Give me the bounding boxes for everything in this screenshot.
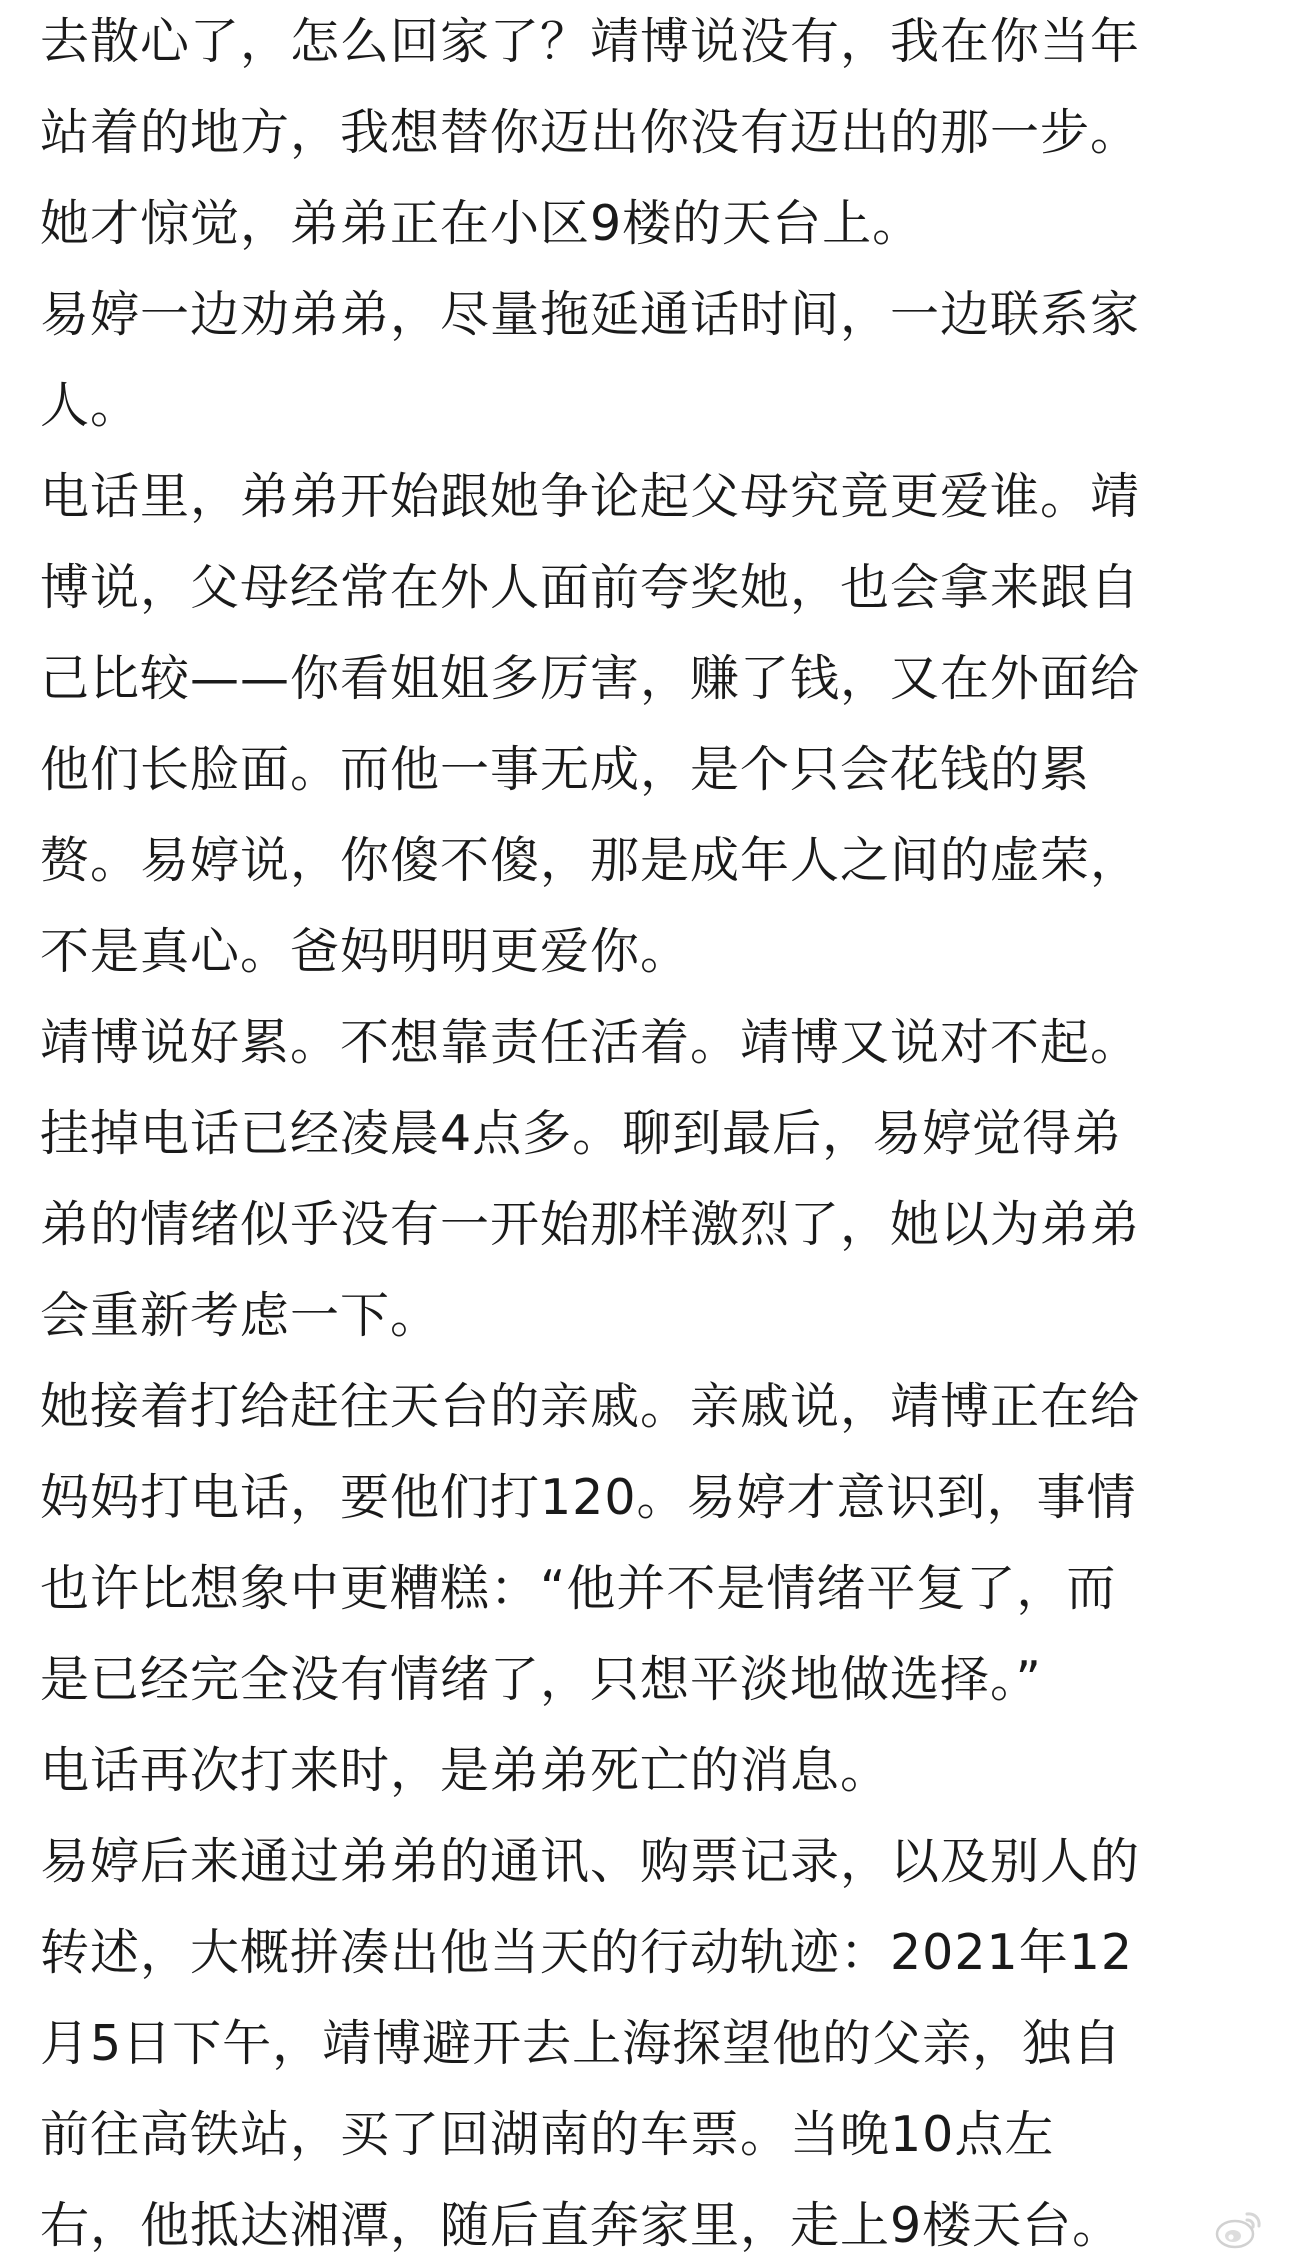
text-line: 去散心了，怎么回家了？靖博说没有，我在你当年	[40, 13, 1141, 70]
text-line: 易婷一边劝弟弟，尽量拖延通话时间，一边联系家	[40, 286, 1141, 343]
weibo-logo-icon	[1214, 2208, 1264, 2250]
text-line: 月5日下午，靖博避开去上海探望他的父亲，独自	[40, 2015, 1123, 2072]
text-line: 站着的地方，我想替你迈出你没有迈出的那一步。	[40, 104, 1141, 161]
text-line: 她才惊觉，弟弟正在小区9楼的天台上。	[40, 195, 923, 252]
text-line: 妈妈打电话，要他们打120。易婷才意识到，事情	[40, 1469, 1137, 1526]
text-line: 前往高铁站，买了回湖南的车票。当晚10点左	[40, 2106, 1055, 2163]
text-line: 他们长脸面。而他一事无成，是个只会花钱的累	[40, 741, 1091, 798]
text-line: 电话里，弟弟开始跟她争论起父母究竟更爱谁。靖	[40, 468, 1141, 525]
text-line: 右，他抵达湘潭，随后直奔家里，走上9楼天台。	[40, 2197, 1123, 2254]
text-line: 电话再次打来时，是弟弟死亡的消息。	[40, 1742, 891, 1799]
text-line: 赘。易婷说，你傻不傻，那是成年人之间的虚荣，	[40, 832, 1141, 889]
text-line: 是已经完全没有情绪了，只想平淡地做选择。”	[40, 1651, 1042, 1708]
text-line: 会重新考虑一下。	[40, 1287, 441, 1344]
article-text	[40, 0, 1250, 2258]
text-line: 博说，父母经常在外人面前夸奖她，也会拿来跟自	[40, 559, 1141, 616]
text-line: 易婷后来通过弟弟的通讯、购票记录，以及别人的	[40, 1833, 1141, 1890]
text-line: 挂掉电话已经凌晨4点多。聊到最后，易婷觉得弟	[40, 1105, 1123, 1162]
text-line: 人。	[40, 377, 141, 434]
watermark	[1214, 2208, 1264, 2250]
text-line: 弟的情绪似乎没有一开始那样激烈了，她以为弟弟	[40, 1196, 1141, 1253]
text-line: 己比较——你看姐姐多厉害，赚了钱，又在外面给	[40, 650, 1141, 707]
text-line: 转述，大概拼凑出他当天的行动轨迹：2021年12	[40, 1924, 1134, 1981]
text-line: 不是真心。爸妈明明更爱你。	[40, 923, 691, 980]
text-line: 也许比想象中更糟糕：“他并不是情绪平复了，而	[40, 1560, 1117, 1617]
text-line: 她接着打给赶往天台的亲戚。亲戚说，靖博正在给	[40, 1378, 1141, 1435]
text-line: 靖博说好累。不想靠责任活着。靖博又说对不起。	[40, 1014, 1141, 1071]
